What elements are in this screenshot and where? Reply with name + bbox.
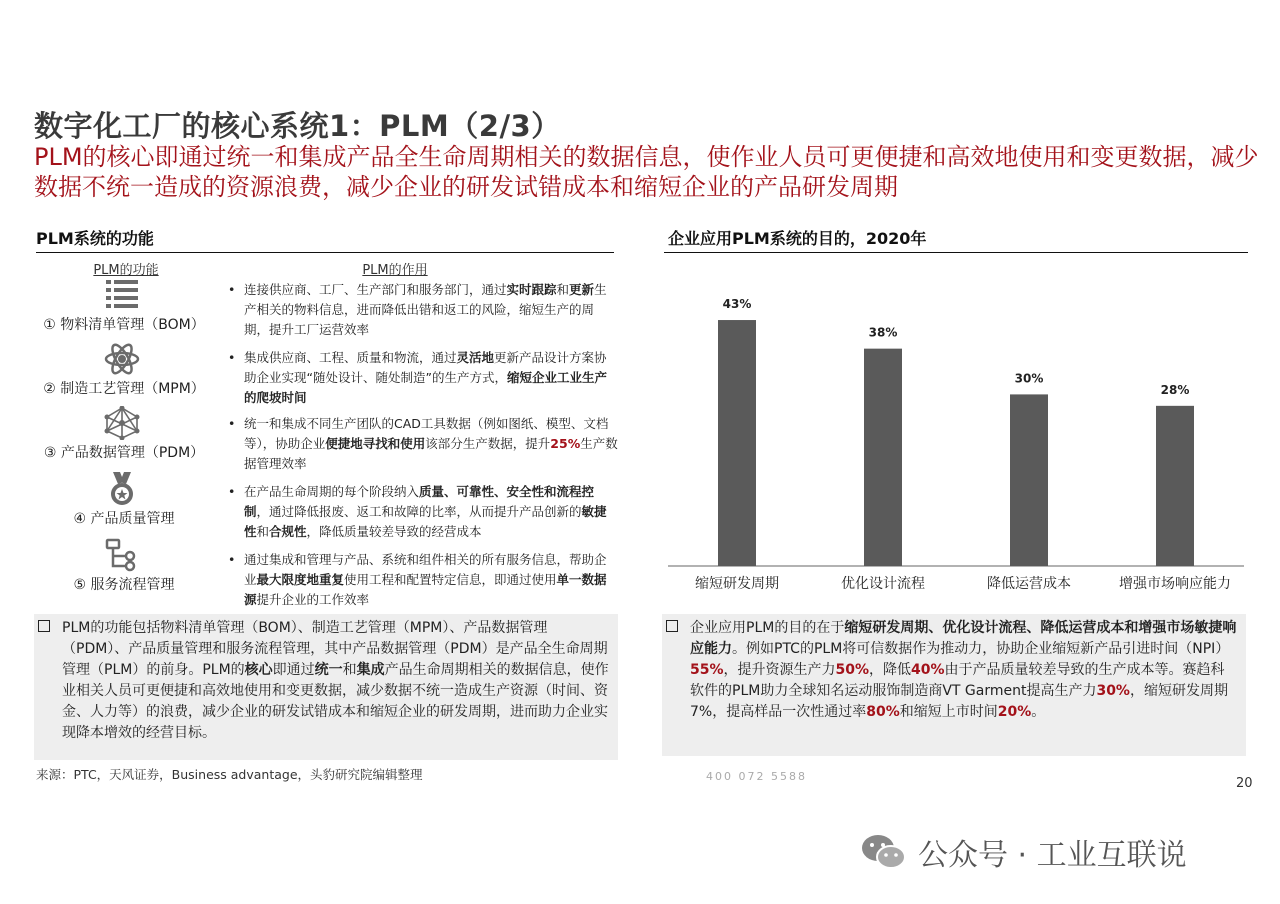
atom-icon: [104, 342, 140, 376]
bar-3: [1156, 406, 1194, 566]
watermark: [860, 830, 1187, 874]
function-item-quality: [36, 472, 212, 536]
bar-value-label-3: 28%: [1160, 382, 1190, 397]
source-note: 来源：PTC，天风证券，Business advantage，头豹研究院编辑整理: [36, 767, 423, 782]
function-item-mpm: [36, 342, 212, 406]
left-section-divider: [36, 252, 614, 253]
right-summary-box: 企业应用PLM的目的在于缩短研发周期、优化设计流程、降低运营成本和增强市场敏捷响应能力。例如PTC的PLM将可信数据作为推动力，协助企业缩短新产品引进时间（NPI）55%，提升资源生产力50%，降低40%由于产品质量较差导致的生产成本等。赛趋科软件的PLM助力全球知名运动服饰制造商VT Garment提高生产力30%，缩短研发周期7%，提高样品一次性通过率80%和缩短上市时间20%。: [662, 614, 1246, 756]
bar-2: [1010, 394, 1048, 566]
category-label-0: 缩短研发周期: [695, 576, 779, 592]
right-section-divider: [664, 252, 1248, 253]
function-label: ① 物料清单管理（BOM）: [43, 317, 205, 333]
bar-chart: [664, 280, 1248, 600]
category-label-2: 降低运营成本: [987, 576, 1071, 592]
medal-icon: [104, 472, 140, 506]
role-item-pdm: • 统一和集成不同生产团队的CAD工具数据（例如图纸、模型、文档等），协助企业便捷地寻找和使用该部分生产数据，提升25%生产数据管理效率: [226, 414, 618, 474]
category-label-1: 优化设计流程: [841, 576, 925, 592]
list-icon: [104, 278, 140, 312]
wechat-icon: [860, 832, 908, 872]
faint-phone-text: 400 072 5588: [706, 770, 807, 783]
function-item-bom: [36, 278, 212, 342]
function-item-pdm: [36, 406, 212, 470]
col-head-function: PLM的功能: [93, 263, 159, 278]
function-label: ③ 产品数据管理（PDM）: [43, 445, 205, 461]
category-label-3: 增强市场响应能力: [1119, 576, 1231, 592]
watermark-text: 公众号 · 工业互联说: [918, 838, 1187, 873]
bar-0: [718, 320, 756, 566]
flow-icon: [104, 538, 140, 572]
bar-value-label-2: 30%: [1014, 371, 1044, 386]
role-item-mpm: • 集成供应商、工程、质量和物流，通过灵活地更新产品设计方案协助企业实现“随处设计、随处制造”的生产方式，缩短企业工业生产的爬坡时间: [226, 348, 618, 408]
network-icon: [104, 406, 140, 440]
page-subtitle: PLM的核心即通过统一和集成产品全生命周期相关的数据信息，使作业人员可更便捷和高效地使用和变更数据，减少数据不统一造成的资源浪费，减少企业的研发试错成本和缩短企业的产品研发周期: [34, 143, 1259, 201]
role-item-bom: • 连接供应商、工厂、生产部门和服务部门，通过实时跟踪和更新生产相关的物料信息，进而降低出错和返工的风险，缩短生产的周期，提升工厂运营效率: [226, 280, 618, 340]
checkbox-bullet-icon: [38, 620, 50, 632]
bar-value-label-1: 38%: [868, 325, 898, 340]
checkbox-bullet-icon: [666, 620, 678, 632]
bar-1: [864, 349, 902, 566]
function-label: ⑤ 服务流程管理: [73, 577, 175, 593]
left-section-title: PLM系统的功能: [36, 229, 154, 248]
page-number: 20: [1236, 776, 1253, 791]
role-item-service: • 通过集成和管理与产品、系统和组件相关的所有服务信息，帮助企业最大限度地重复使用工程和配置特定信息，即通过使用单一数据源提升企业的工作效率: [226, 550, 618, 610]
left-summary-box: PLM的功能包括物料清单管理（BOM）、制造工艺管理（MPM）、产品数据管理（PDM）、产品质量管理和服务流程管理，其中产品数据管理（PDM）是产品全生命周期管理（PLM）的前身。PLM的核心即通过统一和集成产品生命周期相关的数据信息，使作业相关人员可更便捷和高效地使用和变更数据，减少数据不统一造成生产资源（时间、资金、人力等）的浪费，减少企业的研发试错成本和缩短企业的研发周期，进而助力企业实现降本增效的经营目标。: [34, 614, 618, 760]
page-title: 数字化工厂的核心系统1：PLM（2/3）: [34, 109, 561, 143]
bar-value-label-0: 43%: [722, 297, 752, 312]
role-item-quality: • 在产品生命周期的每个阶段纳入质量、可靠性、安全性和流程控制，通过降低报废、返工和故障的比率，从而提升产品创新的敏捷性和合规性，降低质量较差导致的经营成本: [226, 482, 618, 542]
function-label: ② 制造工艺管理（MPM）: [43, 381, 205, 397]
function-item-service: [36, 538, 212, 602]
right-section-title: 企业应用PLM系统的目的，2020年: [668, 229, 927, 248]
function-label: ④ 产品质量管理: [73, 511, 175, 527]
col-head-role: PLM的作用: [362, 263, 428, 278]
